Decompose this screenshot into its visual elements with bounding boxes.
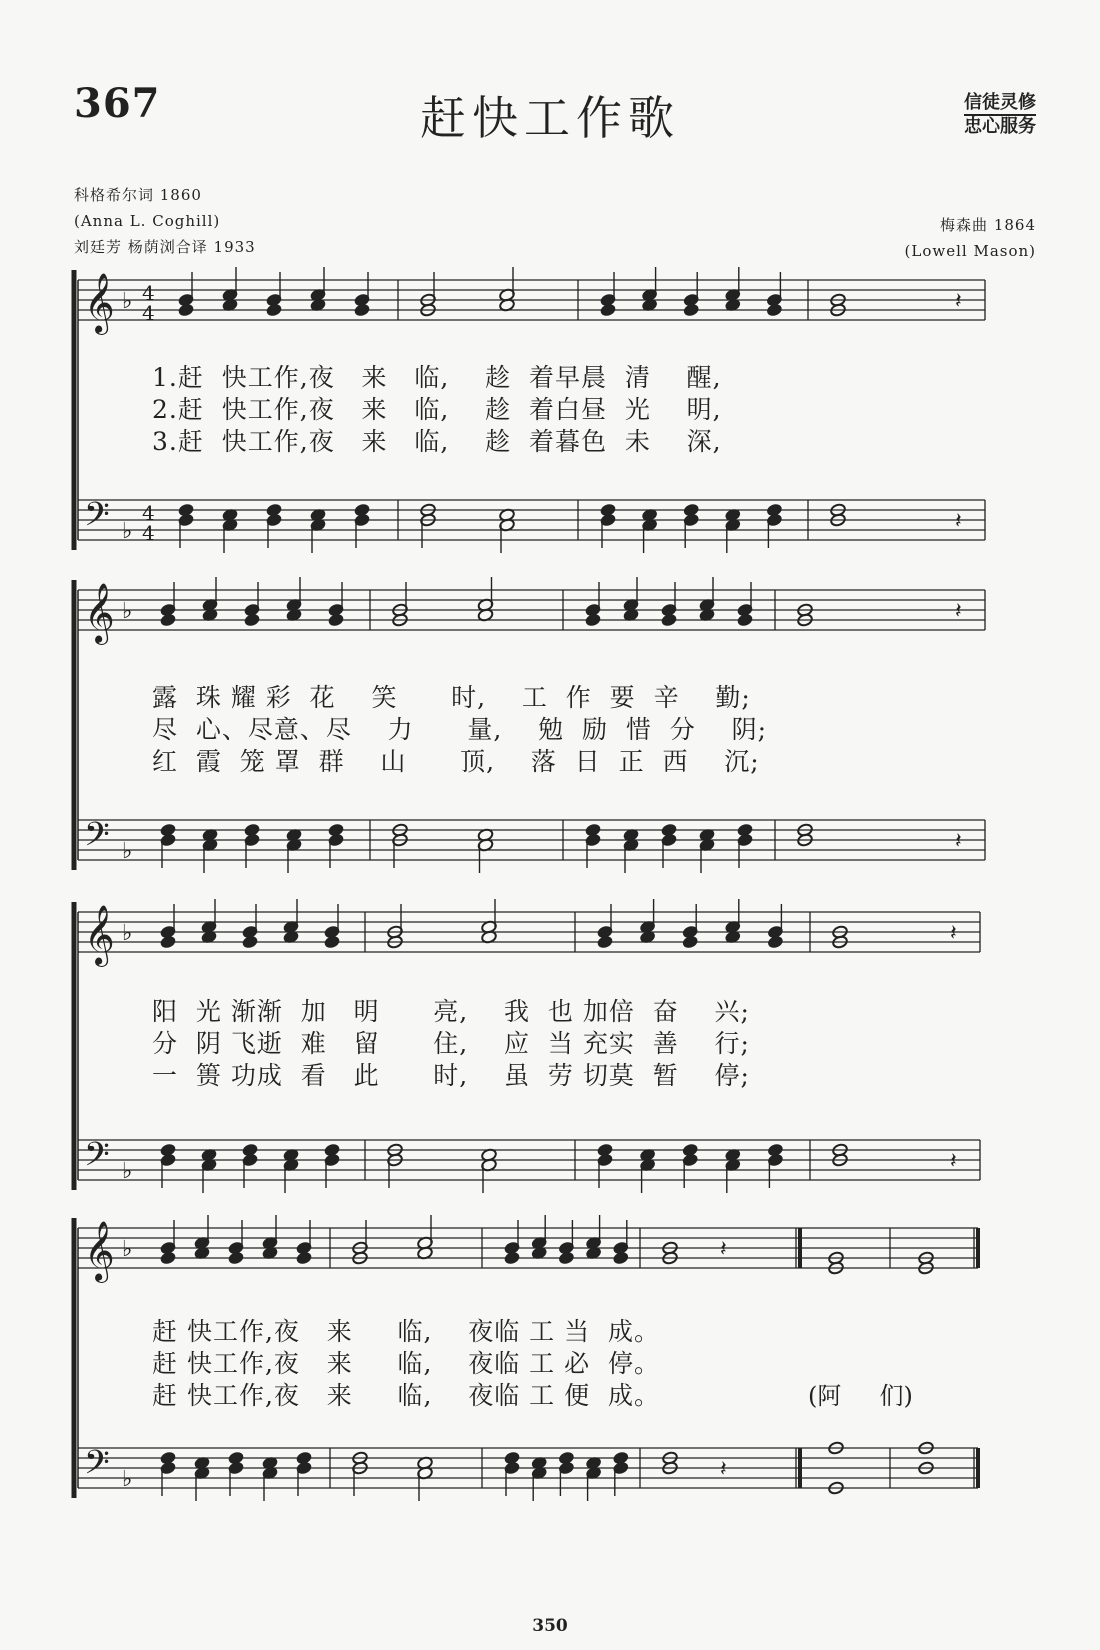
system-3-treble-note bbox=[597, 935, 614, 949]
system-3-treble-rest: 𝄽 bbox=[950, 921, 957, 946]
lyric-verse-1: 赶 快工作,夜 来 临, 夜临 工 当 成。 bbox=[152, 1317, 660, 1346]
system-2-treble-rest: 𝄽 bbox=[955, 599, 962, 624]
system-1-bass-flat: ♭ bbox=[122, 519, 133, 544]
system-4-treble-note bbox=[504, 1251, 521, 1265]
composer-en: (Lowell Mason) bbox=[904, 242, 1036, 260]
lyric-verse-2: 分 阴 飞逝 难 留 住, 应 当 充实 善 行; bbox=[152, 1029, 750, 1058]
system-1-time-top: 4 bbox=[142, 281, 155, 305]
system-2-treble-note bbox=[585, 613, 602, 627]
system-2-treble-note bbox=[160, 613, 177, 627]
lyric-verse-2: 2.赶 快工作,夜 来 临, 趁 着白昼 光 明, bbox=[152, 395, 722, 424]
system-4-bass-clef: 𝄢 bbox=[84, 1444, 110, 1490]
hymn-title: 赶快工作歌 bbox=[420, 91, 680, 145]
system-2-treble-note bbox=[328, 613, 345, 627]
lyricist-en: (Anna L. Coghill) bbox=[74, 212, 221, 230]
system-2-bass-rest: 𝄽 bbox=[955, 829, 962, 854]
system-2-treble-clef: 𝄞 bbox=[84, 583, 115, 643]
system-4-treble-flat: ♭ bbox=[122, 1237, 133, 1262]
lyric-verse-2: 赶 快工作,夜 来 临, 夜临 工 必 停。 bbox=[152, 1349, 660, 1378]
system-1-treble-rest: 𝄽 bbox=[955, 289, 962, 314]
system-4-treble-note bbox=[160, 1251, 177, 1265]
lyric-verse-3: 赶 快工作,夜 来 临, 夜临 工 便 成。 bbox=[152, 1381, 660, 1410]
hymn-number: 367 bbox=[74, 80, 161, 127]
system-1-treble-note bbox=[354, 303, 371, 317]
composer: 梅森曲 1864 bbox=[940, 216, 1036, 234]
system-2-treble-note bbox=[661, 613, 678, 627]
system-4-treble-note bbox=[228, 1251, 245, 1265]
system-4-bass-flat: ♭ bbox=[122, 1467, 133, 1492]
lyric-verse-1: 露 珠 耀 彩 花 笑 时, 工 作 要 辛 勤; bbox=[152, 683, 751, 712]
system-4-treble-note bbox=[296, 1251, 313, 1265]
system-1-treble-note bbox=[266, 303, 283, 317]
system-1-bass-rest: 𝄽 bbox=[955, 509, 962, 534]
system-4-treble-note bbox=[558, 1251, 575, 1265]
system-3-treble-flat: ♭ bbox=[122, 921, 133, 946]
system-2-treble-note bbox=[244, 613, 261, 627]
system-4-bass-rest: 𝄽 bbox=[720, 1457, 727, 1482]
system-1-bass-time-bottom: 4 bbox=[142, 521, 155, 545]
lyric-verse-3: 红 霞 笼 罩 群 山 顶, 落 日 正 西 沉; bbox=[152, 747, 760, 776]
system-3-treble-note bbox=[682, 935, 699, 949]
amen-text: (阿 们) bbox=[808, 1382, 913, 1410]
system-1-bass-clef: 𝄢 bbox=[84, 496, 110, 542]
lyric-verse-3: 一 篑 功成 看 此 时, 虽 劳 切莫 暂 停; bbox=[152, 1061, 750, 1090]
system-1-treble-clef: 𝄞 bbox=[84, 273, 115, 333]
system-3-treble-clef: 𝄞 bbox=[84, 905, 115, 965]
system-1-treble-note bbox=[600, 303, 617, 317]
system-2-treble-note bbox=[737, 613, 754, 627]
lyric-verse-2: 尽 心、尽意、尽 力 量, 勉 励 惜 分 阴; bbox=[152, 715, 767, 744]
lyric-verse-1: 1.赶 快工作,夜 来 临, 趁 着早晨 清 醒, bbox=[152, 363, 722, 392]
lyric-verse-1: 阳 光 渐渐 加 明 亮, 我 也 加倍 奋 兴; bbox=[152, 997, 750, 1026]
system-2-treble-flat: ♭ bbox=[122, 599, 133, 624]
system-2-bass-flat: ♭ bbox=[122, 839, 133, 864]
lyricist: 科格希尔词 1860 bbox=[74, 186, 202, 204]
page-number: 350 bbox=[532, 1616, 568, 1636]
translator: 刘廷芳 杨荫浏合译 1933 bbox=[74, 238, 256, 256]
system-4-treble-note bbox=[613, 1251, 630, 1265]
system-1-time-bottom: 4 bbox=[142, 301, 155, 325]
system-1-treble-flat: ♭ bbox=[122, 289, 133, 314]
system-3-bass-clef: 𝄢 bbox=[84, 1136, 110, 1182]
system-1-treble-note bbox=[766, 303, 783, 317]
system-1-treble-note bbox=[683, 303, 700, 317]
system-3-treble-note bbox=[242, 935, 259, 949]
system-3-treble-note bbox=[767, 935, 784, 949]
system-3-treble-note bbox=[160, 935, 177, 949]
system-4-treble-clef: 𝄞 bbox=[84, 1221, 115, 1281]
category-line-2: 忠心服务 bbox=[964, 116, 1036, 137]
system-2-bass-clef: 𝄢 bbox=[84, 816, 110, 862]
system-1-treble-note bbox=[178, 303, 195, 317]
system-1-bass-time-top: 4 bbox=[142, 501, 155, 525]
category-line-1: 信徒灵修 bbox=[964, 92, 1036, 116]
lyric-verse-3: 3.赶 快工作,夜 来 临, 趁 着暮色 未 深, bbox=[152, 427, 722, 456]
system-3-treble-note bbox=[324, 935, 341, 949]
system-3-bass-rest: 𝄽 bbox=[950, 1149, 957, 1174]
system-3-bass-flat: ♭ bbox=[122, 1159, 133, 1184]
system-4-treble-rest: 𝄽 bbox=[720, 1237, 727, 1262]
